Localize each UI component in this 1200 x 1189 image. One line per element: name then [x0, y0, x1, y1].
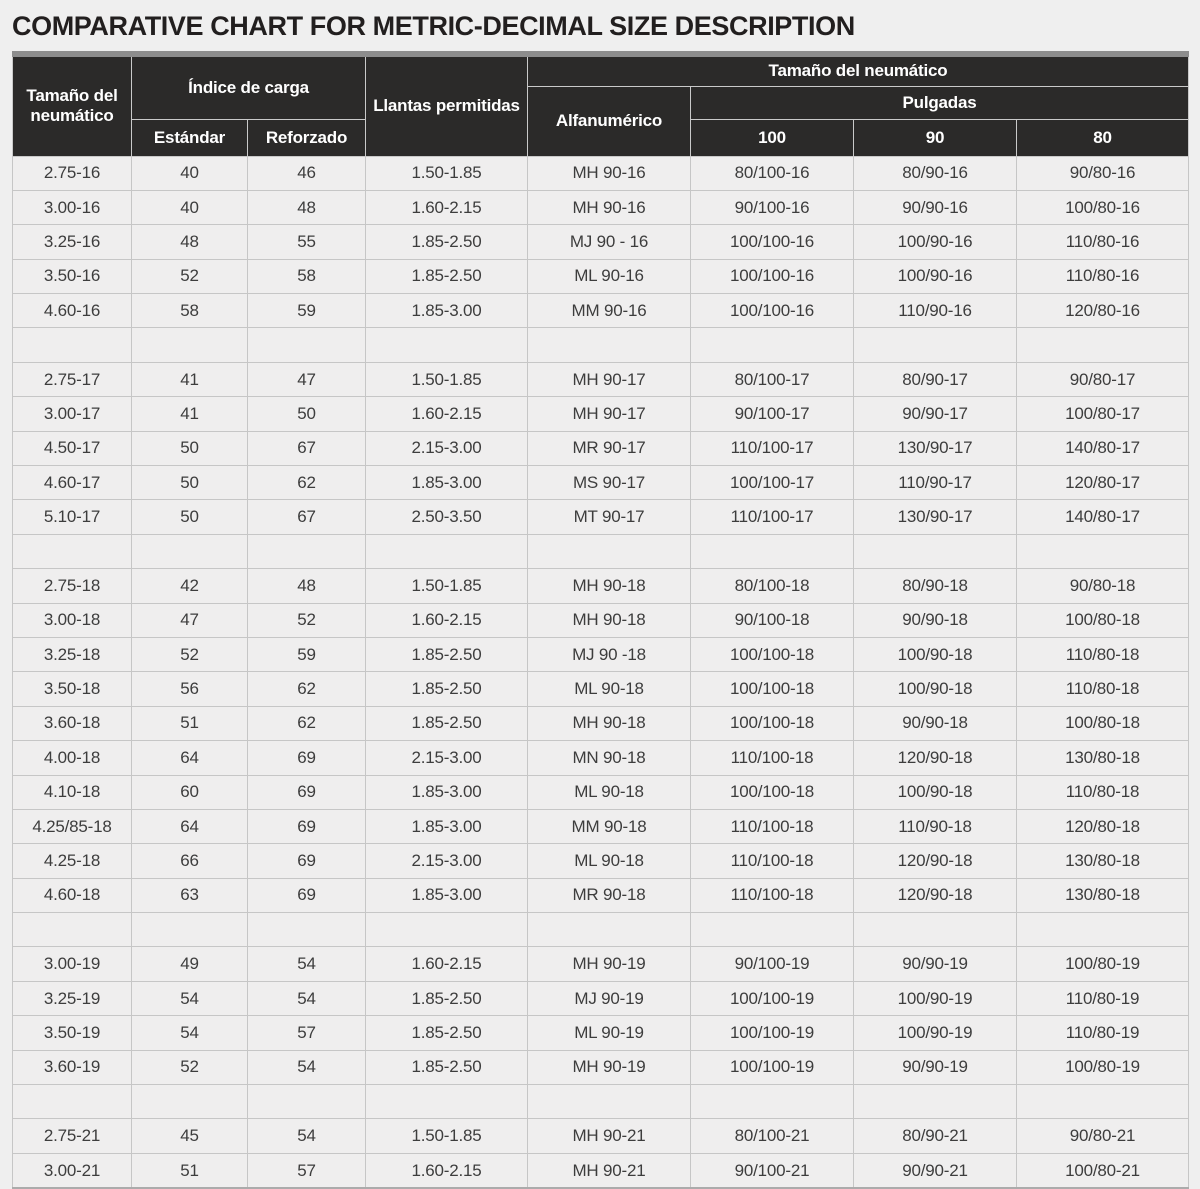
cell-rims: 1.50-1.85 — [366, 1119, 528, 1153]
cell-rims: 1.50-1.85 — [366, 156, 528, 190]
header-inch-90: 90 — [854, 119, 1017, 156]
cell-inch_90: 90/90-16 — [854, 190, 1017, 224]
cell-alphanumeric: MH 90-17 — [528, 397, 691, 431]
table-row — [13, 809, 1189, 843]
cell-inch_80: 120/80-16 — [1017, 294, 1189, 328]
cell-tire_metric: 3.50-19 — [13, 1016, 132, 1050]
cell-inch_90: 110/90-16 — [854, 294, 1017, 328]
cell-load_reinforced: 69 — [248, 844, 366, 878]
cell-inch_90: 120/90-18 — [854, 878, 1017, 912]
cell-load_reinforced: 62 — [248, 466, 366, 500]
cell-empty — [132, 534, 248, 568]
table-row — [13, 500, 1189, 534]
cell-tire_metric: 5.10-17 — [13, 500, 132, 534]
cell-load_reinforced: 54 — [248, 1119, 366, 1153]
cell-empty — [854, 328, 1017, 362]
cell-alphanumeric: MH 90-18 — [528, 569, 691, 603]
cell-alphanumeric: MR 90-18 — [528, 878, 691, 912]
cell-load_reinforced: 62 — [248, 672, 366, 706]
cell-alphanumeric: ML 90-18 — [528, 775, 691, 809]
cell-tire_metric: 3.00-19 — [13, 947, 132, 981]
cell-rims: 1.85-2.50 — [366, 672, 528, 706]
header-tire-size-metric: Tamaño del neumático — [13, 54, 132, 156]
cell-alphanumeric: MM 90-16 — [528, 294, 691, 328]
cell-rims: 2.50-3.50 — [366, 500, 528, 534]
cell-load_reinforced: 57 — [248, 1016, 366, 1050]
cell-inch_100: 100/100-19 — [691, 1050, 854, 1084]
cell-tire_metric: 3.00-18 — [13, 603, 132, 637]
table-row — [13, 706, 1189, 740]
cell-load_reinforced: 67 — [248, 431, 366, 465]
separator-row — [13, 913, 1189, 947]
cell-empty — [13, 1085, 132, 1119]
cell-rims: 1.50-1.85 — [366, 362, 528, 396]
cell-load_standard: 52 — [132, 637, 248, 671]
cell-alphanumeric: MT 90-17 — [528, 500, 691, 534]
cell-load_standard: 41 — [132, 397, 248, 431]
cell-empty — [528, 328, 691, 362]
cell-alphanumeric: MS 90-17 — [528, 466, 691, 500]
cell-inch_90: 80/90-21 — [854, 1119, 1017, 1153]
cell-empty — [366, 328, 528, 362]
cell-load_standard: 56 — [132, 672, 248, 706]
cell-inch_100: 100/100-18 — [691, 637, 854, 671]
cell-rims: 1.60-2.15 — [366, 190, 528, 224]
cell-alphanumeric: MH 90-16 — [528, 156, 691, 190]
cell-load_standard: 45 — [132, 1119, 248, 1153]
cell-inch_100: 100/100-16 — [691, 259, 854, 293]
table-header — [13, 54, 1189, 156]
cell-load_reinforced: 52 — [248, 603, 366, 637]
header-row-1 — [13, 54, 1189, 86]
cell-rims: 2.15-3.00 — [366, 741, 528, 775]
cell-load_standard: 50 — [132, 500, 248, 534]
cell-rims: 2.15-3.00 — [366, 844, 528, 878]
header-tire-size: Tamaño del neumático — [528, 54, 1189, 86]
cell-rims: 1.85-2.50 — [366, 706, 528, 740]
cell-empty — [248, 913, 366, 947]
cell-inch_90: 80/90-18 — [854, 569, 1017, 603]
cell-empty — [366, 913, 528, 947]
cell-tire_metric: 3.00-16 — [13, 190, 132, 224]
cell-tire_metric: 4.00-18 — [13, 741, 132, 775]
cell-load_standard: 54 — [132, 981, 248, 1015]
cell-inch_80: 130/80-18 — [1017, 844, 1189, 878]
cell-inch_90: 100/90-16 — [854, 259, 1017, 293]
cell-inch_90: 90/90-18 — [854, 603, 1017, 637]
cell-empty — [1017, 913, 1189, 947]
cell-load_standard: 41 — [132, 362, 248, 396]
cell-inch_100: 100/100-19 — [691, 1016, 854, 1050]
header-inch-80: 80 — [1017, 119, 1189, 156]
header-standard: Estándar — [132, 119, 248, 156]
comparative-table — [12, 51, 1189, 1189]
cell-inch_80: 90/80-18 — [1017, 569, 1189, 603]
cell-empty — [132, 913, 248, 947]
cell-inch_100: 100/100-16 — [691, 225, 854, 259]
cell-inch_80: 120/80-17 — [1017, 466, 1189, 500]
cell-inch_100: 100/100-18 — [691, 775, 854, 809]
cell-tire_metric: 3.25-18 — [13, 637, 132, 671]
cell-tire_metric: 2.75-18 — [13, 569, 132, 603]
cell-load_reinforced: 55 — [248, 225, 366, 259]
cell-inch_80: 130/80-18 — [1017, 741, 1189, 775]
cell-rims: 1.85-2.50 — [366, 1050, 528, 1084]
cell-inch_80: 100/80-19 — [1017, 947, 1189, 981]
cell-inch_100: 80/100-17 — [691, 362, 854, 396]
cell-empty — [248, 534, 366, 568]
cell-empty — [1017, 534, 1189, 568]
cell-inch_90: 100/90-16 — [854, 225, 1017, 259]
cell-load_reinforced: 54 — [248, 981, 366, 1015]
cell-alphanumeric: MH 90-16 — [528, 190, 691, 224]
cell-load_reinforced: 59 — [248, 637, 366, 671]
cell-load_standard: 50 — [132, 431, 248, 465]
cell-rims: 1.60-2.15 — [366, 397, 528, 431]
cell-load_standard: 63 — [132, 878, 248, 912]
cell-rims: 1.85-2.50 — [366, 225, 528, 259]
cell-load_standard: 40 — [132, 190, 248, 224]
cell-rims: 1.85-3.00 — [366, 466, 528, 500]
cell-inch_90: 90/90-19 — [854, 947, 1017, 981]
header-inch-100: 100 — [691, 119, 854, 156]
cell-empty — [248, 328, 366, 362]
cell-tire_metric: 2.75-21 — [13, 1119, 132, 1153]
table-row — [13, 981, 1189, 1015]
cell-rims: 1.85-2.50 — [366, 637, 528, 671]
cell-load_standard: 52 — [132, 1050, 248, 1084]
cell-inch_100: 110/100-18 — [691, 809, 854, 843]
table-row — [13, 672, 1189, 706]
cell-rims: 1.60-2.15 — [366, 947, 528, 981]
cell-tire_metric: 4.25/85-18 — [13, 809, 132, 843]
cell-inch_80: 100/80-18 — [1017, 603, 1189, 637]
header-reinforced: Reforzado — [248, 119, 366, 156]
cell-inch_100: 100/100-18 — [691, 706, 854, 740]
cell-load_standard: 48 — [132, 225, 248, 259]
cell-inch_100: 80/100-16 — [691, 156, 854, 190]
cell-empty — [248, 1085, 366, 1119]
cell-inch_90: 100/90-18 — [854, 637, 1017, 671]
cell-load_reinforced: 69 — [248, 809, 366, 843]
cell-load_reinforced: 54 — [248, 1050, 366, 1084]
header-alphanumeric: Alfanumérico — [528, 86, 691, 156]
cell-alphanumeric: MJ 90 -18 — [528, 637, 691, 671]
cell-inch_100: 90/100-19 — [691, 947, 854, 981]
cell-load_standard: 42 — [132, 569, 248, 603]
cell-alphanumeric: MH 90-17 — [528, 362, 691, 396]
cell-inch_100: 110/100-17 — [691, 431, 854, 465]
cell-inch_90: 90/90-21 — [854, 1153, 1017, 1188]
cell-alphanumeric: MJ 90 - 16 — [528, 225, 691, 259]
cell-inch_90: 100/90-18 — [854, 672, 1017, 706]
cell-load_reinforced: 47 — [248, 362, 366, 396]
cell-inch_80: 90/80-16 — [1017, 156, 1189, 190]
table-row — [13, 569, 1189, 603]
cell-tire_metric: 4.60-18 — [13, 878, 132, 912]
cell-tire_metric: 4.60-17 — [13, 466, 132, 500]
table-row — [13, 1119, 1189, 1153]
cell-inch_100: 110/100-18 — [691, 741, 854, 775]
cell-inch_100: 100/100-18 — [691, 672, 854, 706]
cell-load_standard: 51 — [132, 706, 248, 740]
cell-inch_90: 110/90-17 — [854, 466, 1017, 500]
cell-inch_80: 100/80-16 — [1017, 190, 1189, 224]
cell-load_reinforced: 57 — [248, 1153, 366, 1188]
cell-empty — [854, 534, 1017, 568]
cell-load_reinforced: 67 — [248, 500, 366, 534]
cell-load_standard: 47 — [132, 603, 248, 637]
cell-inch_90: 90/90-17 — [854, 397, 1017, 431]
separator-row — [13, 1085, 1189, 1119]
cell-load_reinforced: 69 — [248, 775, 366, 809]
cell-inch_100: 110/100-18 — [691, 878, 854, 912]
table-row — [13, 947, 1189, 981]
cell-alphanumeric: MR 90-17 — [528, 431, 691, 465]
cell-load_reinforced: 50 — [248, 397, 366, 431]
cell-inch_80: 110/80-18 — [1017, 637, 1189, 671]
cell-inch_80: 110/80-19 — [1017, 981, 1189, 1015]
cell-tire_metric: 3.50-16 — [13, 259, 132, 293]
cell-inch_80: 140/80-17 — [1017, 500, 1189, 534]
cell-empty — [366, 1085, 528, 1119]
table-row — [13, 775, 1189, 809]
cell-empty — [691, 1085, 854, 1119]
cell-inch_100: 110/100-17 — [691, 500, 854, 534]
table-row — [13, 397, 1189, 431]
cell-inch_100: 110/100-18 — [691, 844, 854, 878]
table-row — [13, 190, 1189, 224]
cell-inch_100: 90/100-16 — [691, 190, 854, 224]
cell-inch_80: 110/80-16 — [1017, 225, 1189, 259]
cell-load_standard: 49 — [132, 947, 248, 981]
cell-rims: 1.85-3.00 — [366, 775, 528, 809]
cell-inch_90: 130/90-17 — [854, 500, 1017, 534]
table-row — [13, 741, 1189, 775]
cell-rims: 1.85-2.50 — [366, 259, 528, 293]
cell-empty — [132, 328, 248, 362]
cell-rims: 1.60-2.15 — [366, 1153, 528, 1188]
cell-rims: 1.60-2.15 — [366, 603, 528, 637]
cell-tire_metric: 4.10-18 — [13, 775, 132, 809]
table-row — [13, 1050, 1189, 1084]
cell-inch_80: 140/80-17 — [1017, 431, 1189, 465]
cell-load_standard: 54 — [132, 1016, 248, 1050]
table-row — [13, 431, 1189, 465]
table-row — [13, 294, 1189, 328]
cell-inch_90: 100/90-19 — [854, 981, 1017, 1015]
cell-alphanumeric: MH 90-19 — [528, 1050, 691, 1084]
table-body — [13, 156, 1189, 1188]
cell-inch_90: 100/90-18 — [854, 775, 1017, 809]
cell-empty — [528, 534, 691, 568]
table-row — [13, 603, 1189, 637]
page-title: COMPARATIVE CHART FOR METRIC-DECIMAL SIZE DESCRIPTION — [12, 11, 855, 41]
cell-load_standard: 60 — [132, 775, 248, 809]
cell-tire_metric: 4.25-18 — [13, 844, 132, 878]
cell-load_reinforced: 48 — [248, 569, 366, 603]
cell-load_standard: 50 — [132, 466, 248, 500]
header-inches: Pulgadas — [691, 86, 1189, 119]
cell-load_reinforced: 48 — [248, 190, 366, 224]
table-row — [13, 637, 1189, 671]
cell-alphanumeric: MJ 90-19 — [528, 981, 691, 1015]
cell-empty — [691, 913, 854, 947]
cell-inch_100: 100/100-17 — [691, 466, 854, 500]
cell-inch_90: 80/90-17 — [854, 362, 1017, 396]
cell-inch_80: 100/80-17 — [1017, 397, 1189, 431]
cell-alphanumeric: ML 90-18 — [528, 672, 691, 706]
cell-load_reinforced: 62 — [248, 706, 366, 740]
cell-rims: 1.85-3.00 — [366, 294, 528, 328]
cell-inch_90: 90/90-18 — [854, 706, 1017, 740]
cell-empty — [691, 534, 854, 568]
cell-inch_80: 90/80-21 — [1017, 1119, 1189, 1153]
cell-inch_80: 100/80-19 — [1017, 1050, 1189, 1084]
cell-inch_90: 80/90-16 — [854, 156, 1017, 190]
cell-tire_metric: 3.00-21 — [13, 1153, 132, 1188]
cell-tire_metric: 3.60-18 — [13, 706, 132, 740]
table-row — [13, 1016, 1189, 1050]
cell-rims: 1.85-2.50 — [366, 981, 528, 1015]
cell-empty — [691, 328, 854, 362]
cell-inch_100: 80/100-18 — [691, 569, 854, 603]
cell-alphanumeric: MN 90-18 — [528, 741, 691, 775]
cell-load_reinforced: 59 — [248, 294, 366, 328]
cell-empty — [13, 913, 132, 947]
cell-inch_80: 100/80-18 — [1017, 706, 1189, 740]
cell-rims: 2.15-3.00 — [366, 431, 528, 465]
cell-inch_100: 90/100-17 — [691, 397, 854, 431]
cell-inch_80: 110/80-18 — [1017, 775, 1189, 809]
cell-load_standard: 58 — [132, 294, 248, 328]
cell-inch_90: 120/90-18 — [854, 844, 1017, 878]
cell-alphanumeric: ML 90-19 — [528, 1016, 691, 1050]
table-row — [13, 225, 1189, 259]
cell-empty — [528, 1085, 691, 1119]
cell-inch_90: 100/90-19 — [854, 1016, 1017, 1050]
cell-inch_100: 80/100-21 — [691, 1119, 854, 1153]
cell-empty — [13, 534, 132, 568]
cell-empty — [854, 913, 1017, 947]
table-row — [13, 878, 1189, 912]
cell-inch_80: 100/80-21 — [1017, 1153, 1189, 1188]
cell-rims: 1.85-3.00 — [366, 878, 528, 912]
cell-alphanumeric: ML 90-16 — [528, 259, 691, 293]
header-allowed-rims: Llantas permitidas — [366, 54, 528, 156]
table-row — [13, 844, 1189, 878]
cell-alphanumeric: ML 90-18 — [528, 844, 691, 878]
cell-load_standard: 64 — [132, 809, 248, 843]
cell-load_standard: 40 — [132, 156, 248, 190]
cell-inch_80: 130/80-18 — [1017, 878, 1189, 912]
cell-load_standard: 52 — [132, 259, 248, 293]
cell-inch_100: 100/100-19 — [691, 981, 854, 1015]
table-row — [13, 156, 1189, 190]
cell-load_standard: 64 — [132, 741, 248, 775]
cell-alphanumeric: MH 90-21 — [528, 1119, 691, 1153]
table-row — [13, 466, 1189, 500]
cell-tire_metric: 3.50-18 — [13, 672, 132, 706]
cell-inch_90: 90/90-19 — [854, 1050, 1017, 1084]
cell-tire_metric: 3.60-19 — [13, 1050, 132, 1084]
cell-inch_80: 110/80-16 — [1017, 259, 1189, 293]
cell-empty — [854, 1085, 1017, 1119]
cell-load_standard: 51 — [132, 1153, 248, 1188]
cell-load_reinforced: 58 — [248, 259, 366, 293]
header-load-index: Índice de carga — [132, 54, 366, 119]
cell-empty — [1017, 328, 1189, 362]
cell-empty — [1017, 1085, 1189, 1119]
cell-load_reinforced: 54 — [248, 947, 366, 981]
cell-empty — [528, 913, 691, 947]
cell-inch_80: 110/80-19 — [1017, 1016, 1189, 1050]
cell-load_reinforced: 69 — [248, 741, 366, 775]
separator-row — [13, 328, 1189, 362]
cell-alphanumeric: MH 90-18 — [528, 603, 691, 637]
cell-tire_metric: 3.25-16 — [13, 225, 132, 259]
cell-inch_100: 90/100-18 — [691, 603, 854, 637]
separator-row — [13, 534, 1189, 568]
cell-inch_90: 120/90-18 — [854, 741, 1017, 775]
cell-empty — [13, 328, 132, 362]
table-row — [13, 259, 1189, 293]
cell-tire_metric: 2.75-17 — [13, 362, 132, 396]
cell-load_standard: 66 — [132, 844, 248, 878]
table-row — [13, 362, 1189, 396]
cell-tire_metric: 2.75-16 — [13, 156, 132, 190]
cell-alphanumeric: MM 90-18 — [528, 809, 691, 843]
cell-tire_metric: 4.50-17 — [13, 431, 132, 465]
cell-tire_metric: 4.60-16 — [13, 294, 132, 328]
cell-alphanumeric: MH 90-21 — [528, 1153, 691, 1188]
cell-tire_metric: 3.25-19 — [13, 981, 132, 1015]
cell-inch_90: 130/90-17 — [854, 431, 1017, 465]
cell-inch_90: 110/90-18 — [854, 809, 1017, 843]
cell-empty — [366, 534, 528, 568]
cell-inch_100: 100/100-16 — [691, 294, 854, 328]
cell-empty — [132, 1085, 248, 1119]
cell-inch_80: 90/80-17 — [1017, 362, 1189, 396]
cell-rims: 1.85-2.50 — [366, 1016, 528, 1050]
cell-load_reinforced: 69 — [248, 878, 366, 912]
cell-load_reinforced: 46 — [248, 156, 366, 190]
cell-rims: 1.85-3.00 — [366, 809, 528, 843]
cell-tire_metric: 3.00-17 — [13, 397, 132, 431]
cell-rims: 1.50-1.85 — [366, 569, 528, 603]
cell-alphanumeric: MH 90-18 — [528, 706, 691, 740]
cell-inch_80: 120/80-18 — [1017, 809, 1189, 843]
cell-inch_100: 90/100-21 — [691, 1153, 854, 1188]
cell-alphanumeric: MH 90-19 — [528, 947, 691, 981]
cell-inch_80: 110/80-18 — [1017, 672, 1189, 706]
